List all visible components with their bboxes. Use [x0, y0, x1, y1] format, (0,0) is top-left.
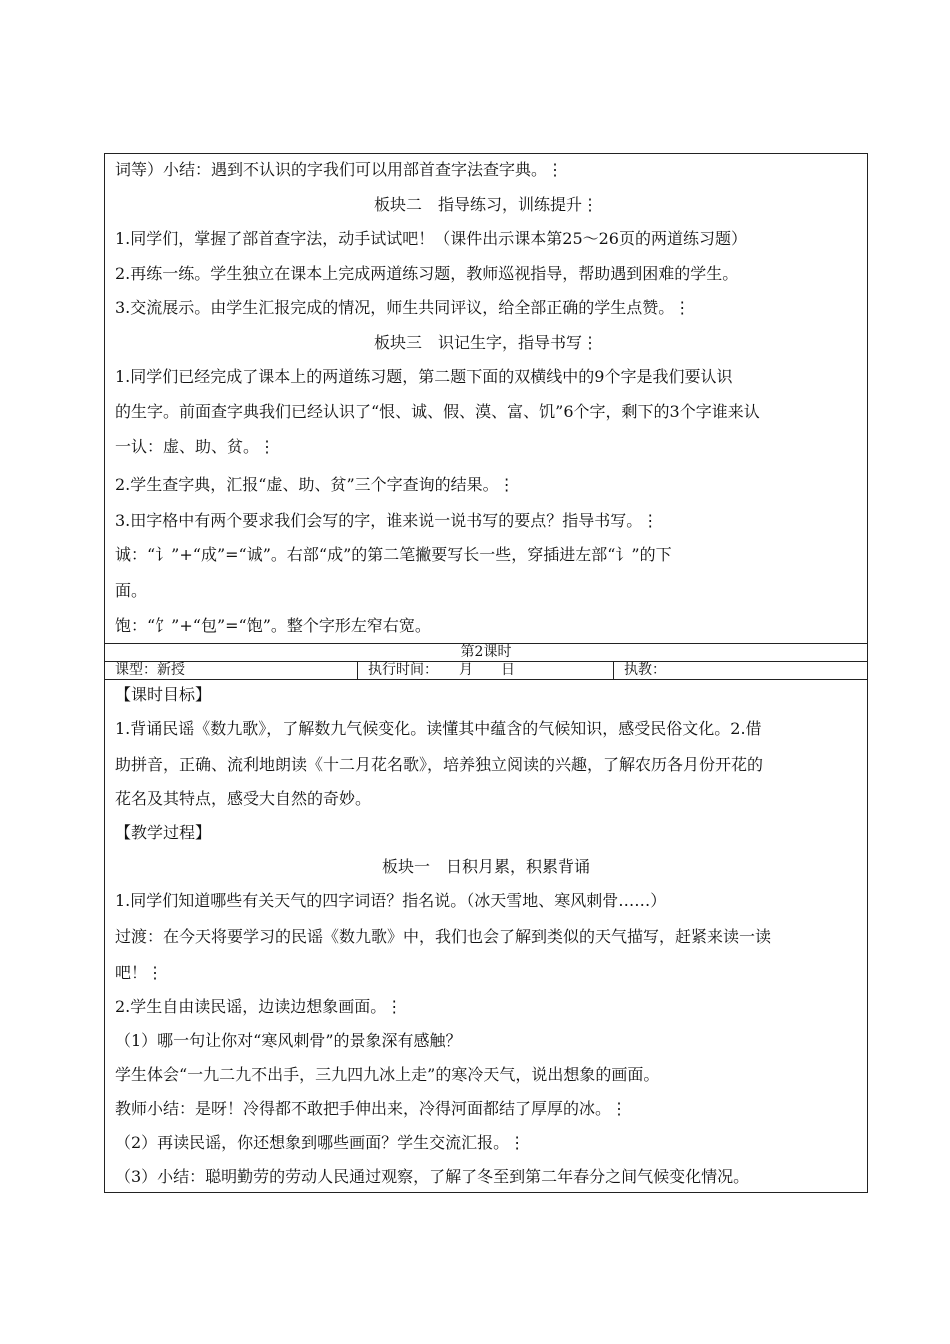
text-line: （2）再读民谣，你还想象到哪些画面？学生交流汇报。⋮ — [115, 1133, 526, 1152]
section-heading: 【课时目标】 — [115, 685, 212, 704]
text-line: 助拼音，正确、流利地朗读《十二月花名歌》，培养独立阅读的兴趣，了解农历各月份开花的 — [115, 755, 764, 774]
text-line: 吧！⋮ — [115, 963, 164, 982]
text-line: 2.再练一练。学生独立在课本上完成两道练习题，教师巡视指导，帮助遇到困难的学生。 — [115, 264, 739, 283]
text-line: 过渡：在今天将要学习的民谣《数九歌》中，我们也会了解到类似的天气描写，赶紧来读一读 — [115, 927, 772, 946]
text-line: 2.学生自由读民谣，边读边想象画面。⋮ — [115, 997, 403, 1016]
lesson-title-row — [105, 644, 867, 662]
text-line: 一认：虚、助、贫。⋮ — [115, 437, 276, 456]
text-line: 1.同学们，掌握了部首查字法，动手试试吧！（课件出示课本第25～26页的两道练习题） — [115, 229, 747, 248]
block-heading: 板块一 日积月累，积累背诵 — [381, 857, 590, 876]
text-line: 词等）小结：遇到不认识的字我们可以用部首查字法查字典。⋮ — [115, 160, 564, 179]
text-line: （3）小结：聪明勤劳的劳动人民通过观察，了解了冬至到第二年春分之间气候变化情况。 — [115, 1167, 750, 1186]
text-line: 3.田字格中有两个要求我们会写的字，谁来说一说书写的要点？指导书写。⋮ — [115, 511, 659, 530]
text-line: 3.交流展示。由学生汇报完成的情况，师生共同评议，给全部正确的学生点赞。⋮ — [115, 298, 691, 317]
section-lesson2 — [105, 680, 867, 1192]
text-line: 的生字。前面查字典我们已经认识了“恨、诚、假、漠、富、饥”6个字，剩下的3个字谁来认 — [115, 402, 760, 421]
text-line: （1）哪一句让你对“寒风刺骨”的景象深有感触？ — [115, 1031, 462, 1050]
text-line: 1.同学们知道哪些有关天气的四字词语？指名说。（冰天雪地、寒风刺骨……） — [115, 891, 667, 910]
teacher-cell: 执教： — [613, 662, 867, 679]
block-heading: 板块三 识记生字，指导书写⋮ — [373, 333, 598, 352]
text-line: 2.学生查字典，汇报“虚、助、贫”三个字查询的结果。⋮ — [115, 475, 515, 494]
text-line: 教师小结：是呀！冷得都不敢把手伸出来，冷得河面都结了厚厚的冰。⋮ — [115, 1099, 628, 1118]
block-heading: 板块二 指导练习，训练提升⋮ — [373, 195, 598, 214]
meta-row — [105, 662, 867, 680]
text-line: 1.背诵民谣《数九歌》，了解数九气候变化。读懂其中蕴含的气候知识，感受民俗文化。2.借 — [115, 719, 762, 738]
lesson-title: 第2课时 — [460, 644, 512, 660]
execution-time-cell: 执行时间： 月 日 — [357, 662, 613, 679]
text-line: 诚：“讠”+“成”=“诚”。右部“成”的第二笔撇要写长一些，穿插进左部“讠”的下 — [115, 545, 672, 564]
text-line: 花名及其特点，感受大自然的奇妙。 — [115, 789, 372, 808]
section-heading: 【教学过程】 — [115, 823, 212, 842]
lesson-type-cell: 课型：新授 — [115, 662, 185, 678]
text-line: 1.同学们已经完成了课本上的两道练习题，第二题下面的双横线中的9个字是我们要认识 — [115, 367, 733, 386]
section-continued-lesson1 — [105, 154, 867, 644]
text-line: 饱：“饣”+“包”=“饱”。整个字形左窄右宽。 — [115, 616, 431, 635]
text-line: 面。 — [115, 581, 148, 600]
text-line: 学生体会“一九二九不出手，三九四九冰上走”的寒冷天气，说出想象的画面。 — [115, 1065, 660, 1084]
lesson-plan-table — [104, 153, 868, 1193]
